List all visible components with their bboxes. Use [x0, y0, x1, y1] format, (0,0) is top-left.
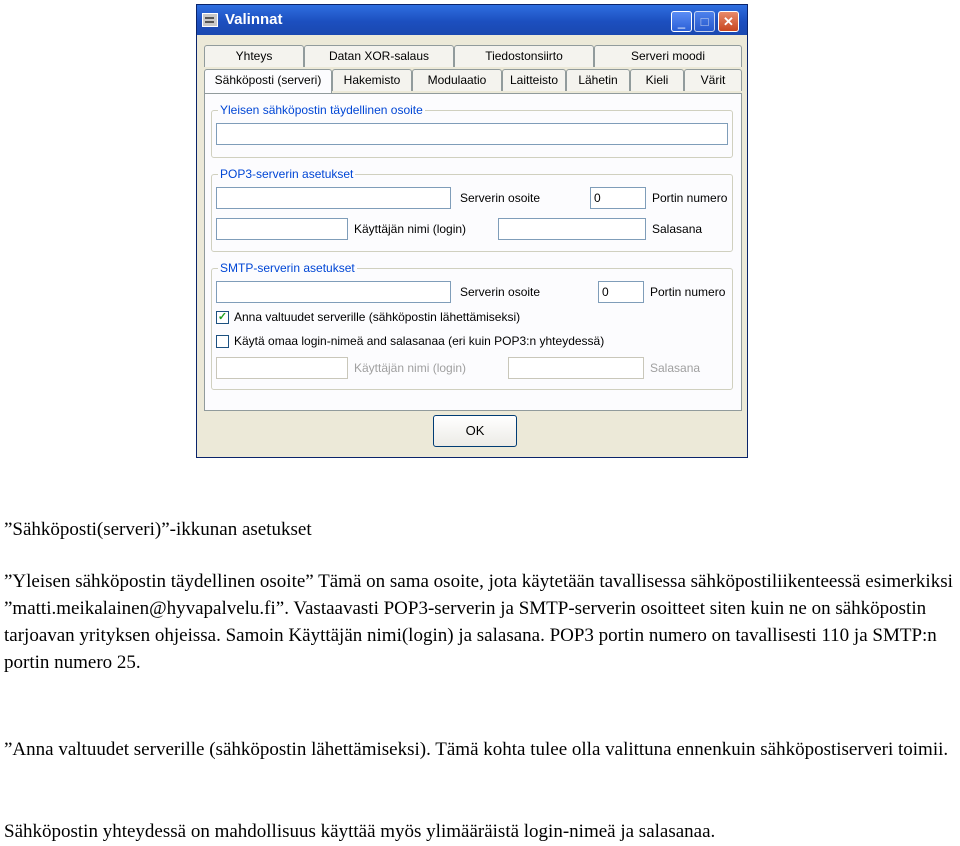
smtp-port-input[interactable]: 0 [598, 281, 644, 303]
pop3-server-address-input[interactable] [216, 187, 451, 209]
paragraph-1 [4, 568, 960, 676]
pop3-password-input[interactable] [498, 218, 646, 240]
smtp-password-input[interactable] [508, 357, 644, 379]
title-bar[interactable] [197, 5, 747, 35]
minimize-button[interactable]: _ [671, 11, 692, 32]
paragraph-2 [4, 736, 960, 763]
maximize-button[interactable]: □ [694, 11, 715, 32]
own-login-checkbox-label: Käytä omaa login-nimeä and salasanaa (eri kuin POP3:n yhteydessä) [234, 334, 605, 348]
options-dialog [196, 4, 748, 458]
pop3-password-label: Salasana [652, 222, 703, 236]
email-address-input[interactable] [216, 123, 728, 145]
paragraph-1-text: ”Yleisen sähköpostin täydellinen osoite” Tämä on sama osoite, jota käytetään tavallisessa sähköpostiliikenteessä esimerkiksi ”matti.meikalainen@hyvapalvelu.fi”. Vastaavasti POP3-serverin ja SMTP-serverin osoitteet siten kuin ne on sähköpostin tarjoavan yrityksen ohjeissa. Samoin Käyttäjän nimi(login) ja salasana. POP3 portin numero on tavallisesti 110 ja SMTP:n portin numero 25. [4, 571, 953, 673]
pop3-port-label: Portin numero [652, 191, 728, 205]
pop3-server-address-label: Serverin osoite [460, 191, 541, 205]
window-title: Valinnat [225, 11, 283, 28]
smtp-settings-group [211, 261, 733, 390]
pop3-username-label: Käyttäjän nimi (login) [354, 222, 467, 236]
tab-yhteys[interactable]: Yhteys [204, 45, 304, 67]
own-login-checkbox[interactable] [216, 335, 229, 348]
paragraph-2-text: ”Anna valtuudet serverille (sähköpostin lähettämiseksi). Tämä kohta tulee olla valittuna ennenkuin sähköpostiserveri toimii. [4, 739, 949, 760]
tab-kieli[interactable]: Kieli [630, 69, 684, 91]
tab-hakemisto[interactable]: Hakemisto [332, 69, 412, 91]
tab-datan-xor-salaus[interactable]: Datan XOR-salaus [304, 45, 454, 67]
tab-sahkoposti-serveri[interactable]: Sähköposti (serveri) [204, 69, 332, 93]
smtp-auth-checkbox[interactable]: ✓ [217, 311, 228, 323]
smtp-username-label: Käyttäjän nimi (login) [354, 361, 467, 375]
smtp-password-label: Salasana [650, 361, 701, 375]
app-window-icon [202, 13, 218, 27]
paragraph-3 [4, 818, 960, 845]
smtp-server-address-label: Serverin osoite [460, 285, 541, 299]
paragraph-3-text: Sähköpostin yhteydessä on mahdollisuus käyttää myös ylimääräistä login-nimeä ja salasanaa. [4, 821, 716, 842]
smtp-auth-checkbox-label: Anna valtuudet serverille (sähköpostin lähettämiseksi) [234, 310, 521, 324]
email-server-tab-panel [204, 93, 742, 411]
smtp-username-input[interactable] [216, 357, 348, 379]
pop3-port-input[interactable]: 0 [590, 187, 646, 209]
heading-text: ”Sähköposti(serveri)”-ikkunan asetukset [4, 519, 312, 540]
tab-laitteisto[interactable]: Laitteisto [502, 69, 566, 91]
pop3-username-input[interactable] [216, 218, 348, 240]
smtp-settings-legend: SMTP-serverin asetukset [220, 261, 355, 275]
tab-modulaatio[interactable]: Modulaatio [412, 69, 502, 91]
tab-lahetin[interactable]: Lähetin [566, 69, 630, 91]
pop3-settings-group [211, 167, 733, 252]
smtp-server-address-input[interactable] [216, 281, 451, 303]
tab-serveri-moodi[interactable]: Serveri moodi [594, 45, 742, 67]
email-address-group [211, 103, 733, 158]
close-button[interactable]: ✕ [718, 11, 739, 32]
email-address-legend: Yleisen sähköpostin täydellinen osoite [220, 103, 423, 117]
smtp-port-label: Portin numero [650, 285, 726, 299]
section-heading [4, 516, 960, 543]
ok-button[interactable]: OK [433, 415, 517, 447]
tab-varit[interactable]: Värit [684, 69, 742, 91]
pop3-settings-legend: POP3-serverin asetukset [220, 167, 354, 181]
tab-tiedostonsiirto[interactable]: Tiedostonsiirto [454, 45, 594, 67]
